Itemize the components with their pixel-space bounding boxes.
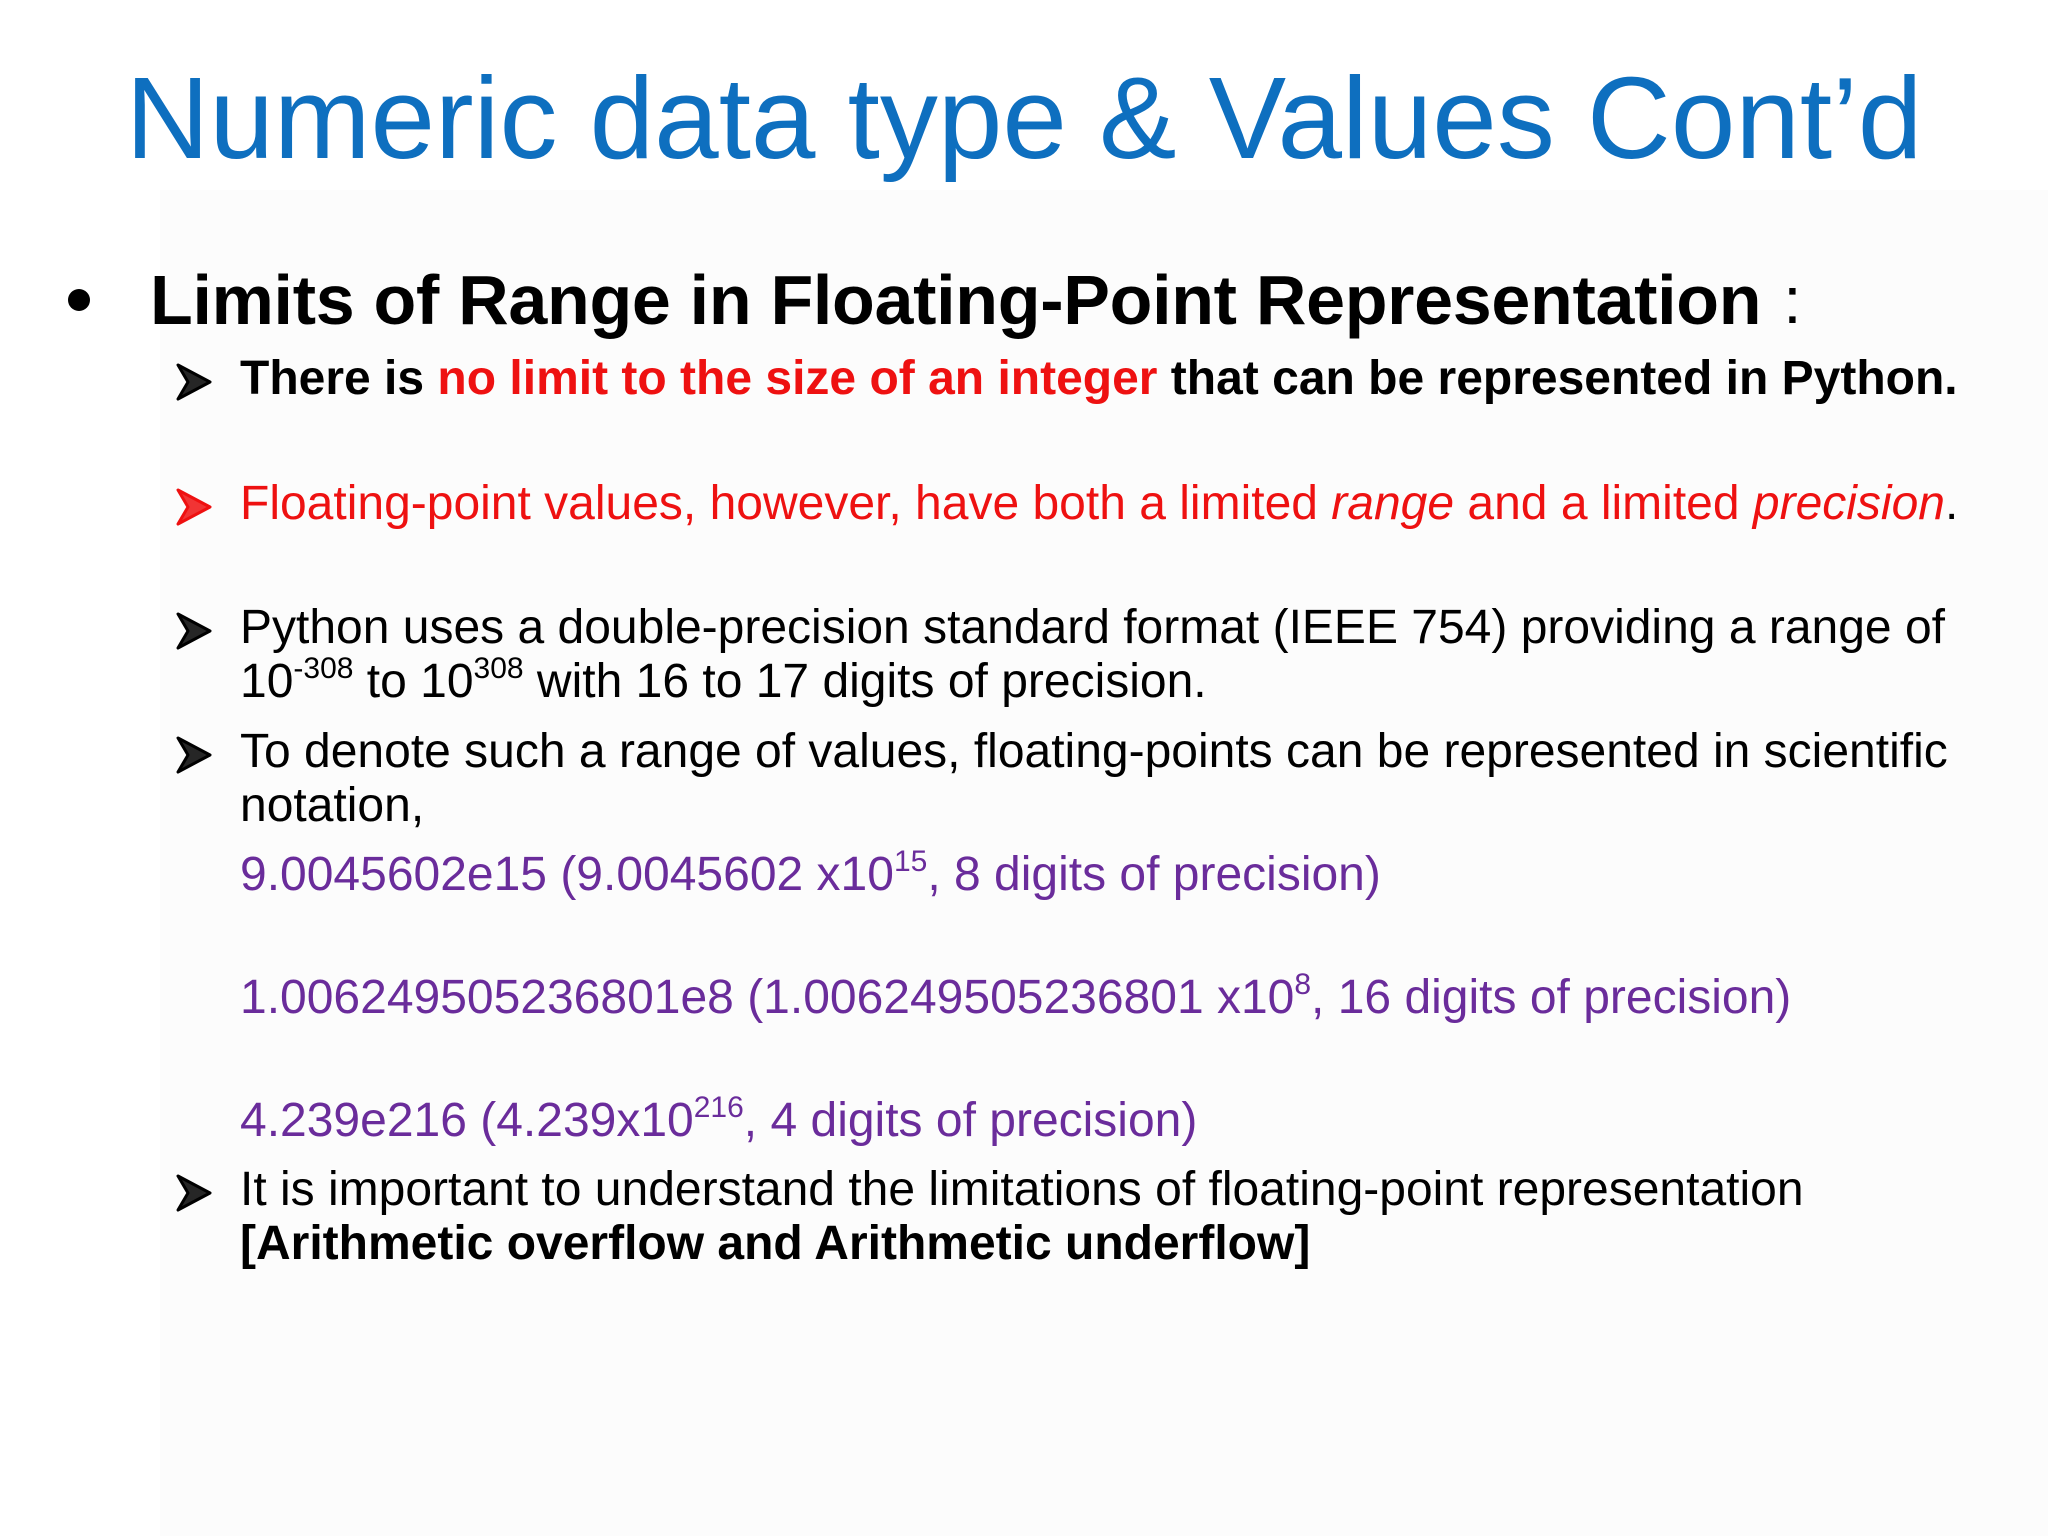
text-run: . [1944, 477, 1959, 530]
emphasis-text: precision [1752, 477, 1945, 530]
superscript: -308 [293, 652, 354, 685]
text-run: to 10 [353, 655, 474, 708]
example-line [240, 968, 1792, 1025]
list-item-text [240, 1163, 2010, 1271]
slide-title: Numeric data type & Values Cont’d [125, 53, 1923, 183]
highlight-text: no limit to the size of an integer [437, 352, 1158, 405]
text-run: that can be represented in Python. [1157, 352, 1958, 405]
superscript: 8 [1294, 968, 1312, 1001]
list-item-text [240, 601, 2010, 709]
text-run: 9.0045602e15 (9.0045602 x10 [240, 848, 894, 901]
arrowhead-bullet-icon [174, 611, 214, 651]
arrowhead-bullet-icon [174, 362, 214, 402]
list-item-text [240, 477, 2010, 531]
bullet-dot-icon [68, 289, 90, 311]
section-heading-colon: : [1783, 263, 1802, 337]
superscript: 15 [893, 845, 928, 878]
text-run: To denote such a range of values, floating-points can be represented in scientific notation, [240, 725, 1948, 832]
emphasis-text: [Arithmetic overflow and Arithmetic underflow] [240, 1217, 1311, 1270]
arrowhead-bullet-icon [174, 735, 214, 775]
superscript: 216 [693, 1091, 744, 1124]
superscript: 308 [473, 652, 524, 685]
example-line [240, 845, 1381, 902]
text-run: 4.239e216 (4.239x10 [240, 1094, 694, 1147]
list-item-text [240, 725, 2010, 833]
text-run: with 16 to 17 digits of precision. [523, 655, 1207, 708]
text-run: 1.006249505236801e8 (1.006249505236801 x10 [240, 971, 1295, 1024]
example-line [240, 1091, 1198, 1148]
text-run: and a limited [1454, 477, 1753, 530]
arrowhead-bullet-icon [174, 487, 214, 527]
list-item-text [240, 352, 2010, 406]
text-run: Python uses a double-precision standard format (IEEE 754) providing a range of 10 [240, 601, 1945, 708]
text-run: , 8 digits of precision) [927, 848, 1381, 901]
section-heading-text: Limits of Range in Floating-Point Representation [150, 261, 1762, 339]
section-heading [68, 255, 1802, 345]
arrowhead-bullet-icon [174, 1173, 214, 1213]
text-run: There is [240, 352, 438, 405]
text-run: Floating-point values, however, have both a limited [240, 477, 1332, 530]
text-run: , 16 digits of precision) [1311, 971, 1792, 1024]
text-run: , 4 digits of precision) [743, 1094, 1198, 1147]
emphasis-text: range [1331, 477, 1455, 530]
text-run: It is important to understand the limitations of floating-point representation [240, 1163, 1804, 1216]
